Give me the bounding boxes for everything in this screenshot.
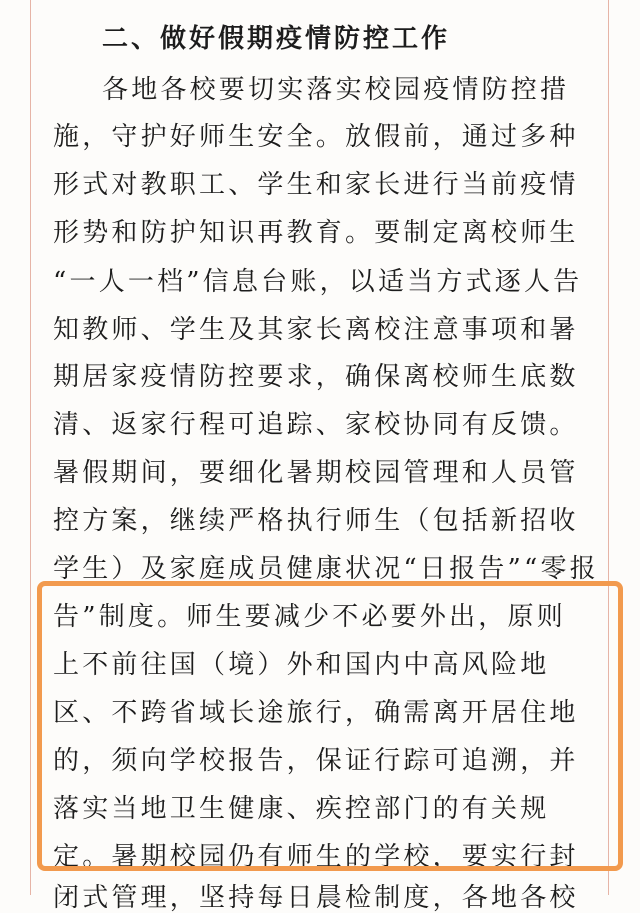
paragraph-line: “一人一档”信息台账，以适当方式逐人告 [53,267,583,297]
paragraph-line: 暑假期间，要细化暑期校园管理和人员管 [53,458,579,488]
paragraph-line: 区、不跨省域长途旅行，确需离开居住地 [53,698,579,728]
paragraph-line: 施，守护好师生安全。放假前，通过多种 [53,122,579,152]
paragraph-line: 上不前往国（境）外和国内中高风险地 [53,650,550,680]
paragraph-line: 形式对教职工、学生和家长进行当前疫情 [53,170,579,200]
paragraph-line: 形势和防护知识再教育。要制定离校师生 [53,218,579,248]
paragraph-line: 清、返家行程可追踪、家校协同有反馈。 [53,410,579,440]
paragraph-line: 控方案，继续严格执行师生（包括新招收 [53,506,579,536]
paragraph-line: 定。暑期校园仍有师生的学校，要实行封 [53,842,579,872]
highlight-box [37,581,623,871]
paragraph-line: 学生）及家庭成员健康状况“日报告”“零报 [53,554,599,584]
section-heading: 二、做好假期疫情防控工作 [102,24,451,54]
paragraph-line-cut: 闭式管理，坚持每日晨检制度，各地各校 [53,883,579,913]
paragraph-line: 期居家疫情防控要求，确保离校师生底数 [53,362,579,392]
paragraph-line: 的，须向学校报告，保证行踪可追溯，并 [53,746,579,776]
paragraph-line: 告”制度。师生要减少不必要外出，原则 [53,602,566,632]
paragraph-line: 各地各校要切实落实校园疫情防控措 [102,75,570,105]
paragraph-line: 落实当地卫生健康、疾控部门的有关规 [53,794,550,824]
page-border-left [30,0,31,895]
paragraph-line: 知教师、学生及其家长离校注意事项和暑 [53,315,579,345]
